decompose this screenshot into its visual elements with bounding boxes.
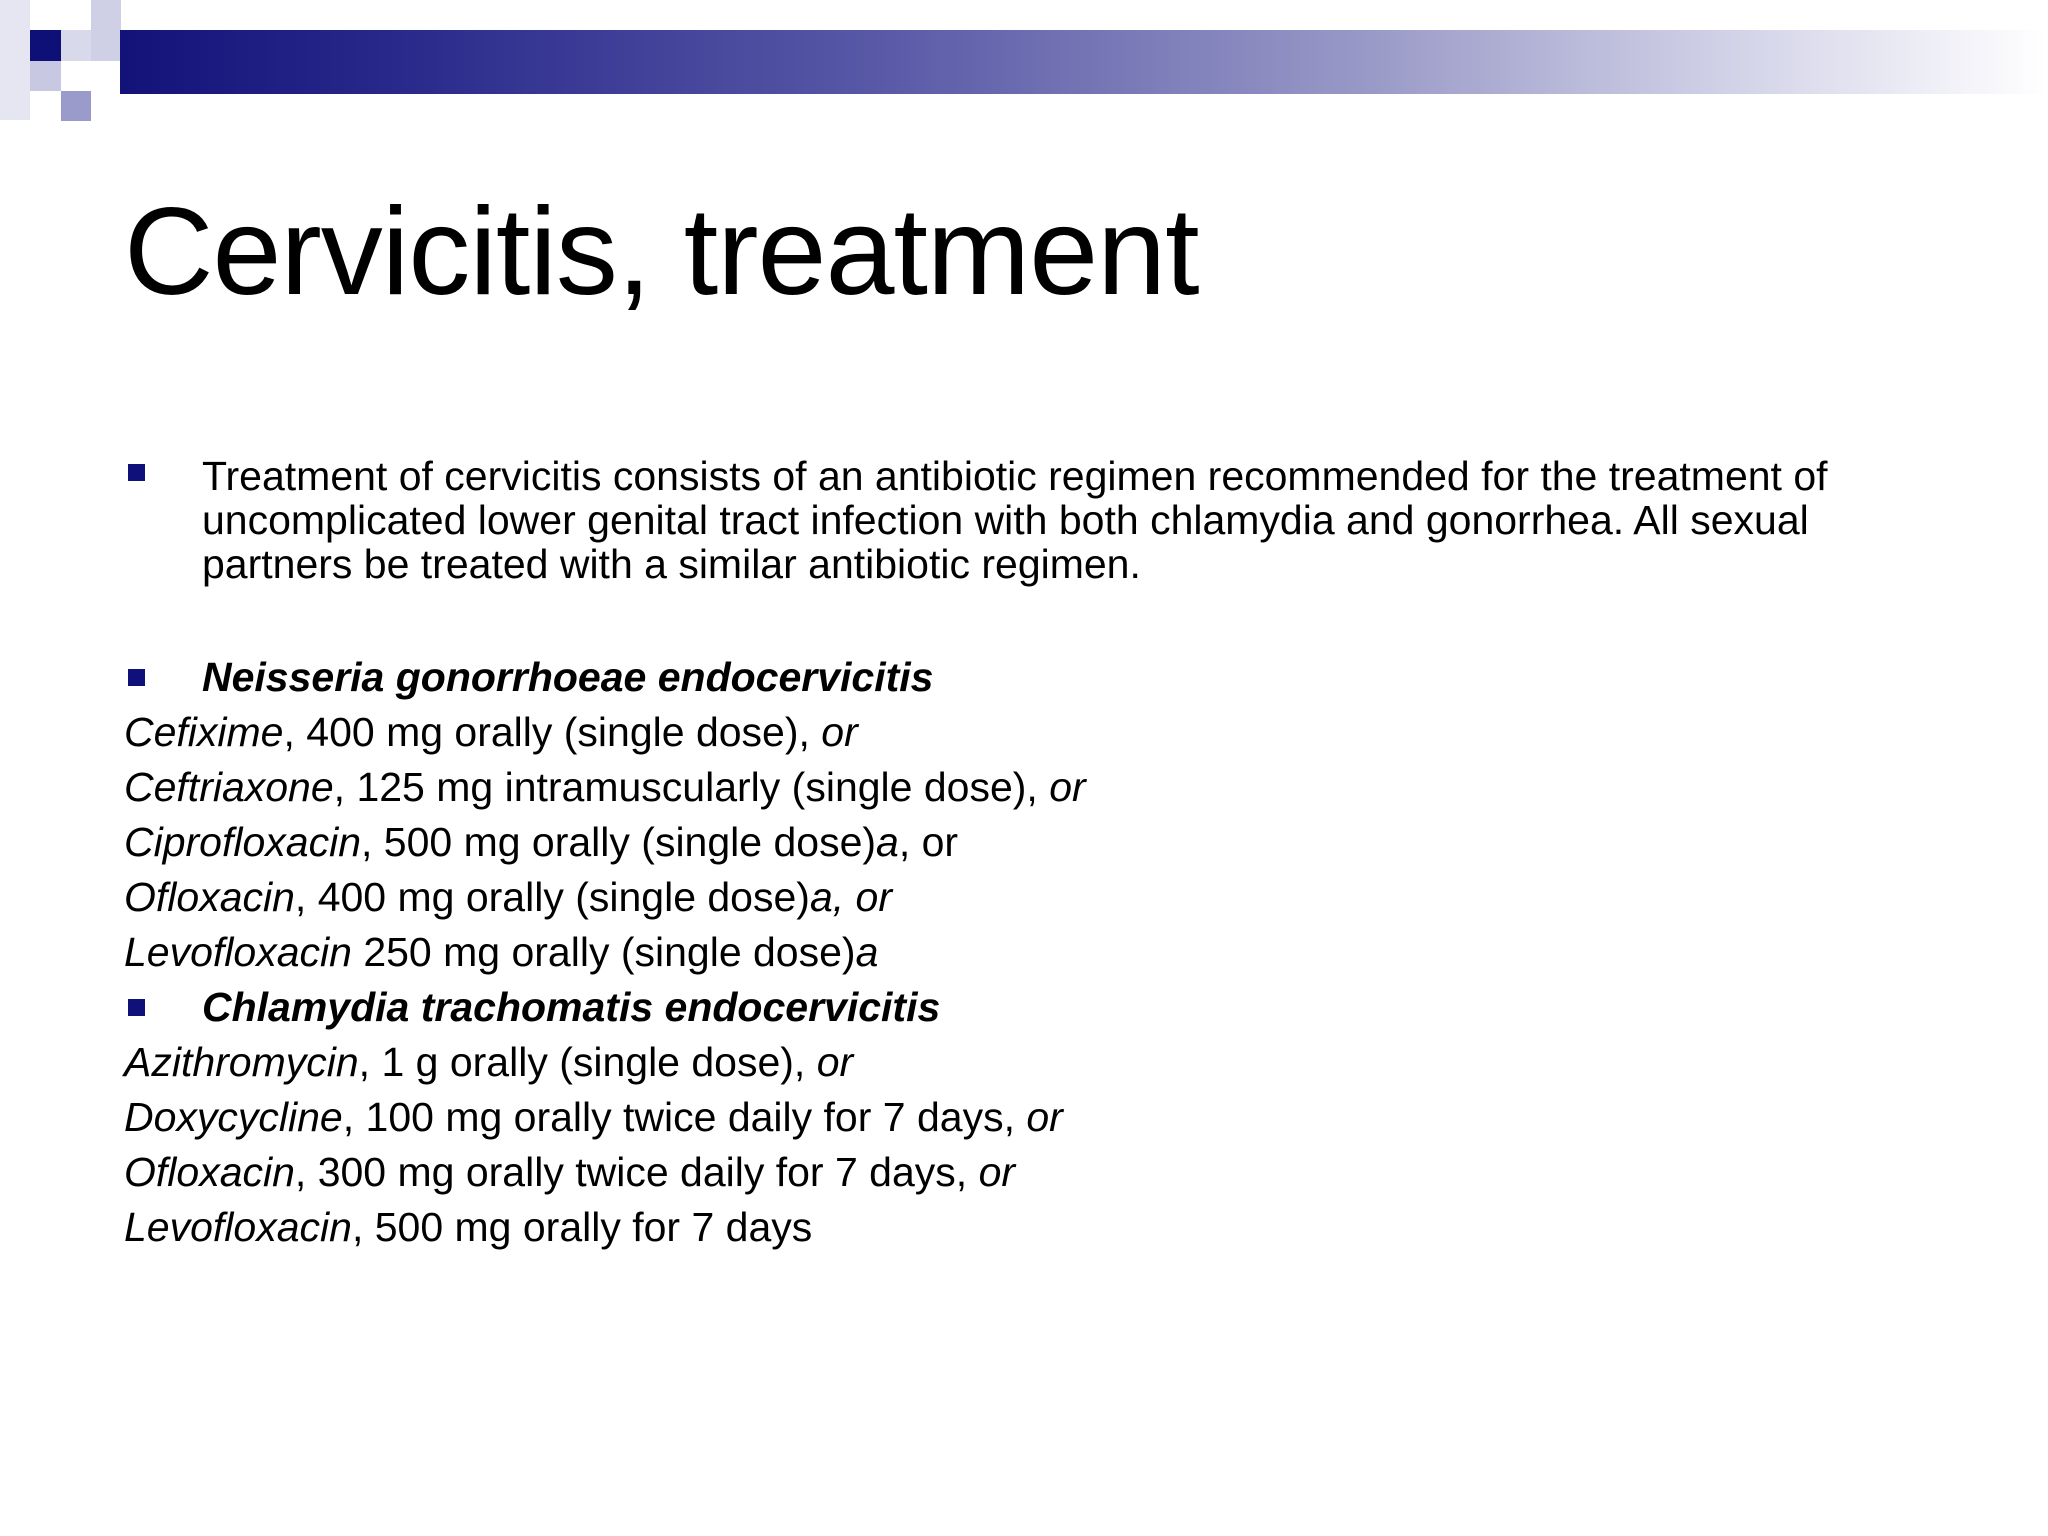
- drug-line: [124, 1145, 2004, 1200]
- drug-tail: or: [821, 709, 858, 755]
- drug-tail: or: [1049, 764, 1086, 810]
- square-bullet-icon: [128, 669, 145, 686]
- drug-name: Doxycycline: [124, 1094, 343, 1140]
- section-heading-text: Neisseria gonorrhoeae endocervicitis: [202, 654, 934, 700]
- drug-tail: or: [978, 1149, 1016, 1195]
- header-decoration-square: [61, 30, 91, 61]
- section-heading-gonorrhoeae: [124, 650, 2004, 705]
- drug-name: Ofloxacin: [124, 874, 295, 920]
- drug-dose: , 500 mg orally (single dose): [361, 819, 877, 865]
- square-bullet-icon: [128, 464, 145, 481]
- drug-name: Ciprofloxacin: [124, 819, 361, 865]
- drug-dose: , 1 g orally (single dose),: [358, 1039, 817, 1085]
- drug-tail: a: [855, 929, 879, 975]
- drug-line: [124, 1200, 2004, 1255]
- intro-bullet: [124, 454, 2004, 586]
- header-decoration-square: [91, 0, 121, 61]
- drug-line: [124, 1090, 2004, 1145]
- header-decoration-square: [30, 30, 61, 61]
- drug-tail: a: [876, 819, 899, 865]
- drug-name: Azithromycin: [124, 1039, 359, 1085]
- header-decoration-square: [61, 91, 91, 121]
- drug-dose: , 100 mg orally twice daily for 7 days,: [342, 1094, 1027, 1140]
- square-bullet-icon: [128, 999, 145, 1016]
- drug-tail: a, or: [809, 874, 892, 920]
- drug-dose: 250 mg orally (single dose): [351, 929, 856, 975]
- section-heading-chlamydia: [124, 980, 2004, 1035]
- drug-line: [124, 1035, 2004, 1090]
- drug-line: [124, 815, 2004, 870]
- header-gradient-bar: [120, 30, 2048, 94]
- drug-name: Levofloxacin: [124, 929, 352, 975]
- drug-name: Cefixime: [124, 709, 284, 755]
- drug-tail: or: [1026, 1094, 1063, 1140]
- drug-line: [124, 870, 2004, 925]
- slide-body: [124, 454, 2004, 1255]
- drug-line: [124, 760, 2004, 815]
- header-decoration-square: [30, 61, 61, 91]
- drug-line: [124, 925, 2004, 980]
- header-decoration-square: [0, 0, 30, 120]
- drug-dose: , 125 mg intramuscularly (single dose),: [333, 764, 1050, 810]
- drug-name: Ceftriaxone: [124, 764, 334, 810]
- drug-after: , or: [898, 819, 959, 865]
- drug-dose: , 400 mg orally (single dose): [294, 874, 810, 920]
- slide-title: Cervicitis, treatment: [124, 183, 1199, 321]
- drug-name: Ofloxacin: [124, 1149, 295, 1195]
- drug-dose: , 400 mg orally (single dose),: [283, 709, 822, 755]
- intro-text: Treatment of cervicitis consists of an antibiotic regimen recommended for the treatment of uncomplicated lower genital tract infection with both chlamydia and gonorrhea. All sexual partners be treated with a similar antibiotic regimen.: [202, 453, 1828, 587]
- section-heading-text: Chlamydia trachomatis endocervicitis: [202, 984, 941, 1030]
- drug-name: Levofloxacin: [124, 1204, 352, 1250]
- drug-line: [124, 705, 2004, 760]
- drug-tail: or: [816, 1039, 854, 1085]
- drug-dose: , 500 mg orally for 7 days: [351, 1204, 813, 1250]
- drug-dose: , 300 mg orally twice daily for 7 days,: [294, 1149, 979, 1195]
